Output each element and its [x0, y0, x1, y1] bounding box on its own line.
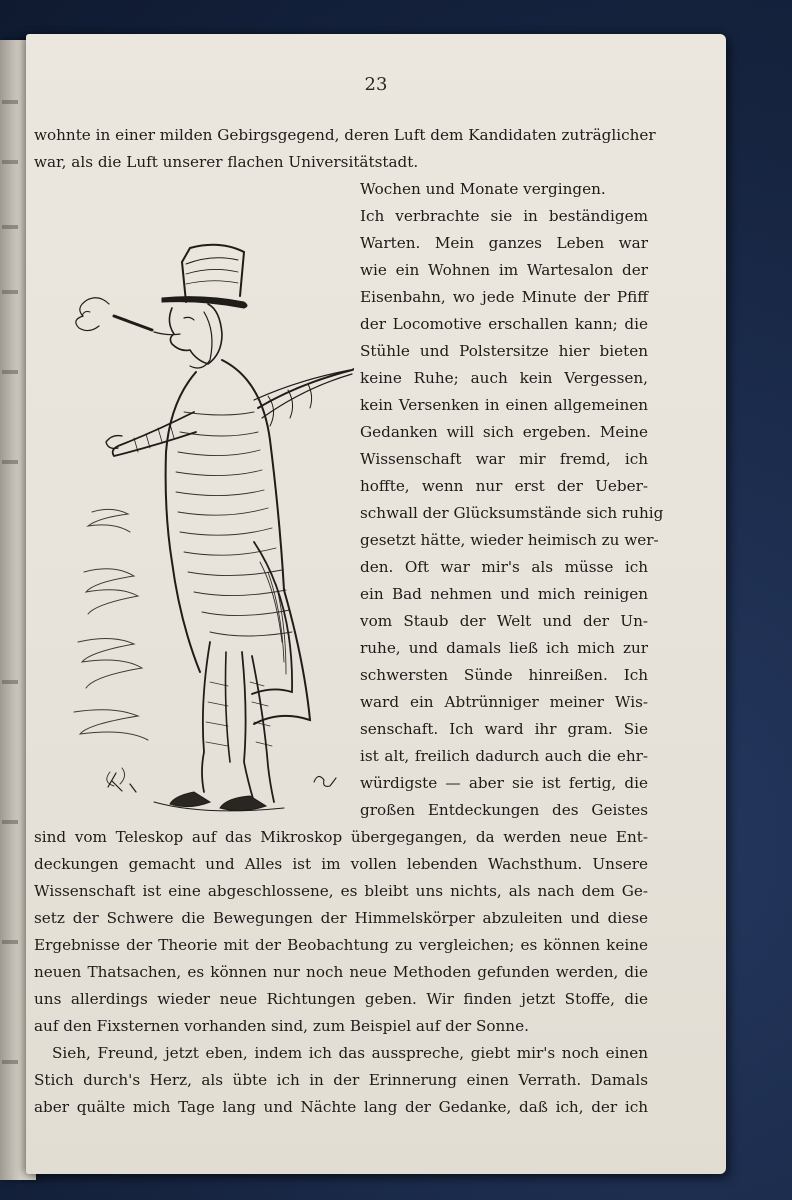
text-line: wohnte in einer milden Gebirgsgegend, deren Luft dem Kandidaten zuträglicher — [34, 126, 656, 144]
text-line: ruhe, und damals ließ ich mich zur — [360, 639, 648, 657]
book-page — [26, 34, 726, 1174]
text-fragment — [2, 680, 18, 684]
text-line: senschaft. Ich ward ihr gram. Sie — [360, 720, 648, 738]
text-fragment — [2, 290, 18, 294]
text-fragment — [2, 940, 18, 944]
text-line: Stühle und Polstersitze hier bieten — [360, 342, 648, 360]
text-fragment — [2, 100, 18, 104]
text-line: Eisenbahn, wo jede Minute der Pfiff — [360, 288, 648, 306]
text-line: schwall der Glücksumstände sich ruhig — [360, 504, 664, 522]
text-line: Stich durch's Herz, als übte ich in der Erinnerung einen Verrath. Damals — [34, 1071, 648, 1089]
text-line: Sieh, Freund, jetzt eben, indem ich das ausspreche, giebt mir's noch einen — [52, 1044, 648, 1062]
text-line: sind vom Teleskop auf das Mikroskop übergegangen, da werden neue Ent- — [34, 828, 648, 846]
text-line: den. Oft war mir's als müsse ich — [360, 558, 648, 576]
text-fragment — [2, 460, 18, 464]
text-line: großen Entdeckungen des Geistes — [360, 801, 648, 819]
text-line: der Locomotive erschallen kann; die — [360, 315, 648, 333]
text-line: Gedanken will sich ergeben. Meine — [360, 423, 648, 441]
text-line: setz der Schwere die Bewegungen der Himmelskörper abzuleiten und diese — [34, 909, 648, 927]
text-line: war, als die Luft unserer flachen Universitätstadt. — [34, 153, 419, 171]
text-line: kein Versenken in einen allgemeinen — [360, 396, 648, 414]
text-line: Warten. Mein ganzes Leben war — [360, 234, 648, 252]
text-line: würdigste — aber sie ist fertig, die — [360, 774, 648, 792]
text-fragment — [2, 1060, 18, 1064]
text-line: Ergebnisse der Theorie mit der Beobachtung zu vergleichen; es können keine — [34, 936, 648, 954]
text-line: hoffte, wenn nur erst der Ueber- — [360, 477, 648, 495]
text-fragment — [2, 370, 18, 374]
text-fragment — [2, 225, 18, 229]
text-line: uns allerdings wieder neue Richtungen geben. Wir finden jetzt Stoffe, die — [34, 990, 648, 1008]
page-number: 23 — [364, 74, 388, 95]
text-line: ward ein Abtrünniger meiner Wis- — [360, 693, 648, 711]
text-fragment — [2, 820, 18, 824]
text-line: ein Bad nehmen und mich reinigen — [360, 585, 648, 603]
text-line: keine Ruhe; auch kein Vergessen, — [360, 369, 648, 387]
text-fragment — [2, 160, 18, 164]
man-with-top-hat-illustration — [54, 212, 354, 817]
text-line: schwersten Sünde hinreißen. Ich — [360, 666, 648, 684]
text-line: ist alt, freilich dadurch auch die ehr- — [360, 747, 648, 765]
text-line: Ich verbrachte sie in beständigem — [360, 207, 648, 225]
text-line: aber quälte mich Tage lang und Nächte lang der Gedanke, daß ich, der ich — [34, 1098, 648, 1116]
text-line: Wochen und Monate vergingen. — [360, 180, 606, 198]
text-line: Wissenschaft war mir fremd, ich — [360, 450, 648, 468]
text-line: wie ein Wohnen im Wartesalon der — [360, 261, 648, 279]
text-line: auf den Fixsternen vorhanden sind, zum Beispiel auf der Sonne. — [34, 1017, 529, 1035]
text-line: deckungen gemacht und Alles ist im vollen lebenden Wachsthum. Unsere — [34, 855, 648, 873]
text-line: gesetzt hätte, wieder heimisch zu wer- — [360, 531, 659, 549]
text-line: Wissenschaft ist eine abgeschlossene, es bleibt uns nichts, als nach dem Ge- — [34, 882, 648, 900]
text-line: vom Staub der Welt und der Un- — [360, 612, 648, 630]
text-line: neuen Thatsachen, es können nur noch neue Methoden gefunden werden, die — [34, 963, 648, 981]
